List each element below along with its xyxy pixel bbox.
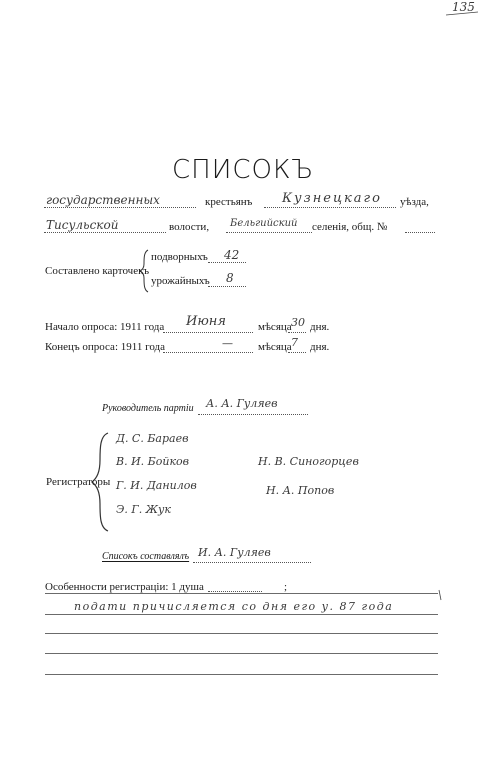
survey-start-month: Июня xyxy=(186,314,226,329)
page-number: 135 xyxy=(452,0,475,14)
survey-end-day-label: дня. xyxy=(310,341,330,353)
settlement-label: селенія, общ. № xyxy=(312,221,388,233)
leader-name: А. А. Гуляев xyxy=(206,397,278,410)
registrars-label: Регистраторы xyxy=(46,476,111,488)
settlement-handwritten: Бельгийский xyxy=(230,218,298,229)
harvest-label: урожайныхъ xyxy=(151,275,210,287)
registrar-right-2: Н. А. Попов xyxy=(266,484,335,497)
survey-start-day: 30 xyxy=(291,316,305,329)
notes-semicolon: ; xyxy=(284,581,288,593)
cards-label: Составлено карточекъ xyxy=(45,265,150,277)
volost-label: волости, xyxy=(169,221,210,233)
survey-end-month-label: мѣсяца xyxy=(258,341,292,353)
survey-start-label: Начало опроса: 1911 года xyxy=(45,321,165,333)
notes-handwritten: подати причисляется со дня его у. 87 года xyxy=(74,600,394,613)
compiled-label: Списокъ составлялъ xyxy=(102,551,190,562)
registrar-left-2: В. И. Бойков xyxy=(116,455,190,468)
survey-start-day-label: дня. xyxy=(310,321,330,333)
uezd-label: уѣзда, xyxy=(400,196,429,208)
survey-start-month-label: мѣсяца xyxy=(258,321,292,333)
survey-end-month: — xyxy=(222,337,233,350)
survey-end-day: 7 xyxy=(291,336,298,349)
notes-label: Особенности регистраціи: 1 душа xyxy=(45,581,204,593)
peasants-label: крестьянъ xyxy=(205,196,253,208)
registrar-left-4: Э. Г. Жук xyxy=(116,503,171,516)
peasant-category-handwritten: государственных xyxy=(46,193,160,207)
uezd-handwritten: Кузнецкаго xyxy=(282,191,382,206)
page-title: СПИСОКЪ xyxy=(172,155,315,185)
registrar-left-1: Д. С. Бараев xyxy=(116,432,189,445)
compiled-name: И. А. Гуляев xyxy=(198,546,271,559)
households-label: подворныхъ xyxy=(151,251,208,263)
leader-label: Руководитель партіи xyxy=(102,403,194,414)
harvest-value: 8 xyxy=(226,271,234,285)
volost-handwritten: Тисульской xyxy=(46,218,119,232)
registrar-right-1: Н. В. Синогорцев xyxy=(258,455,359,468)
households-value: 42 xyxy=(224,248,240,262)
survey-end-label: Конецъ опроса: 1911 года xyxy=(45,341,165,353)
registrar-left-3: Г. И. Данилов xyxy=(116,479,197,492)
